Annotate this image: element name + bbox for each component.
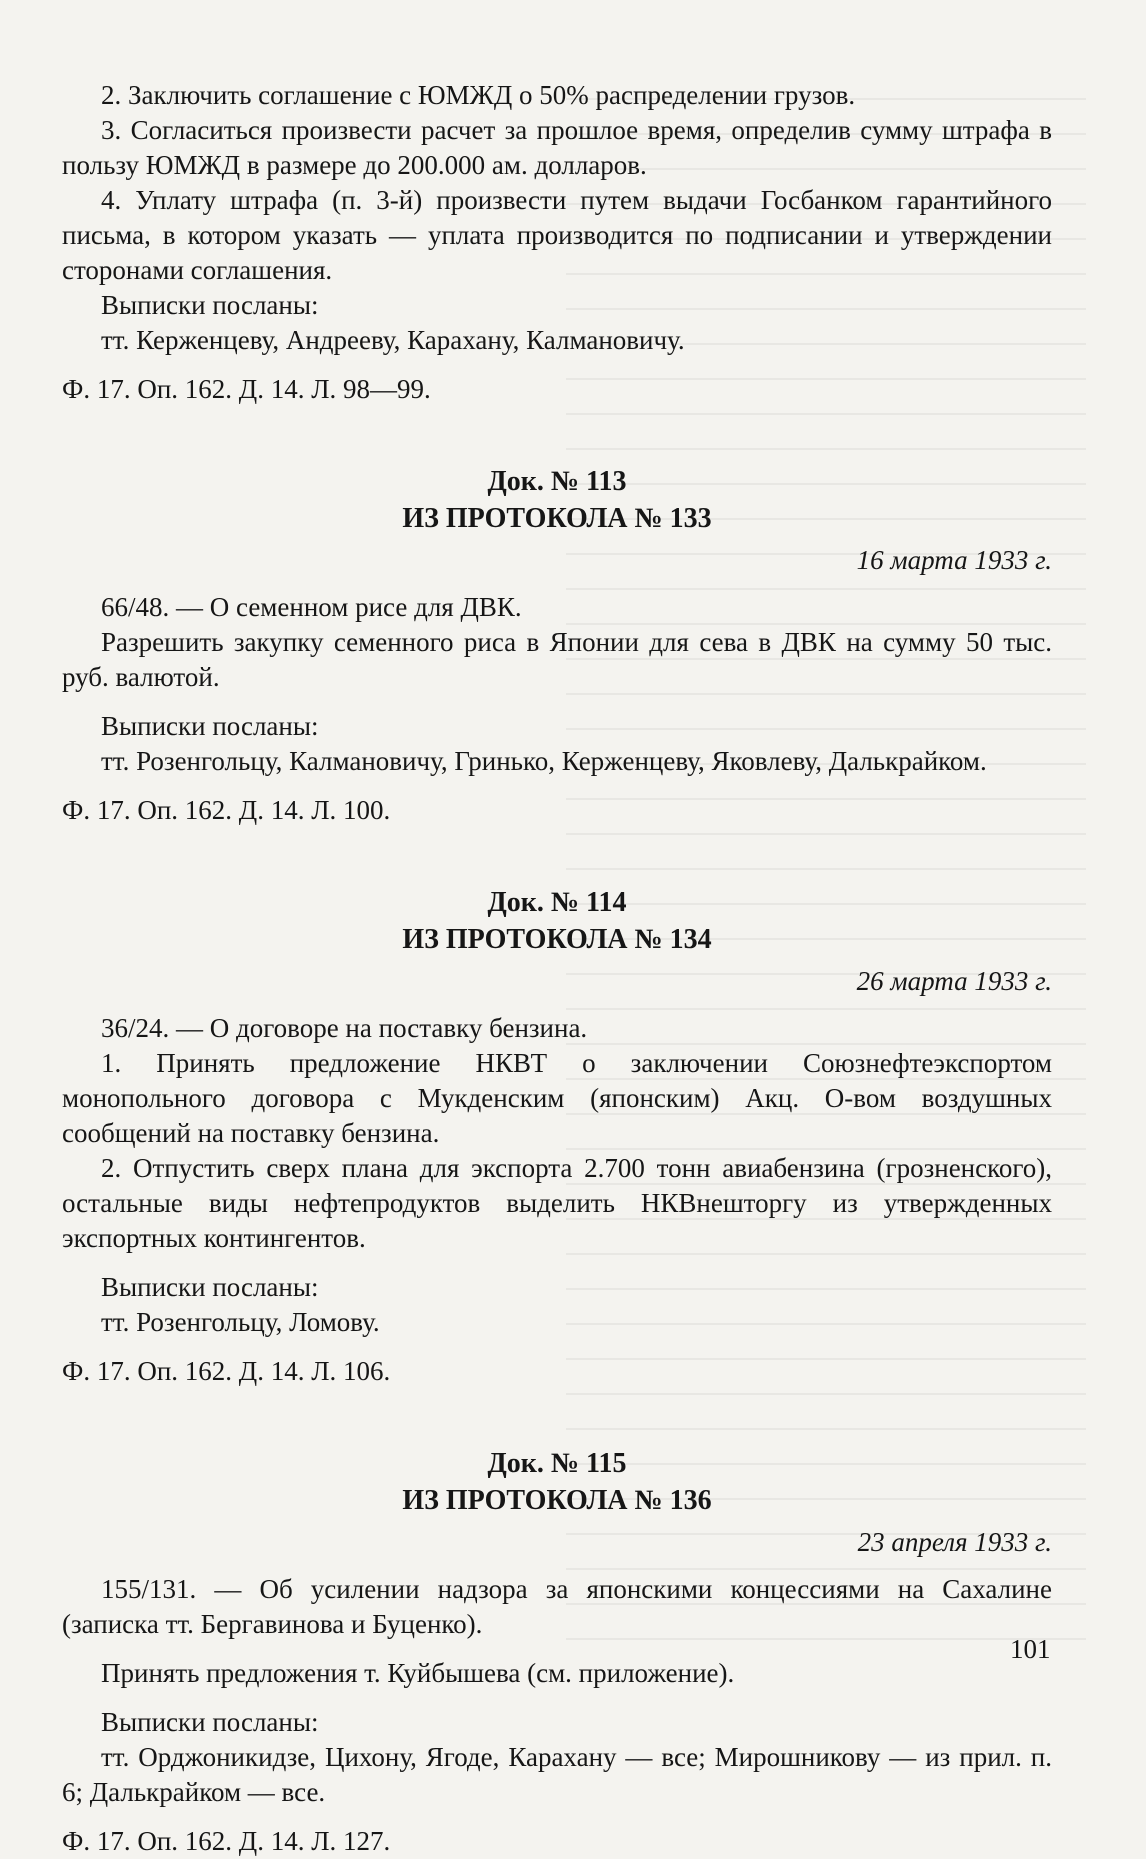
extracts-label: Выписки посланы: [101, 1707, 319, 1737]
point-1: 1. Принять предложение НКВТ о заключении Союзнефтеэкспортом монопольного договора с Мукденским (японским) Акц. О-вом воздушных сообщений на поставку бензина. [62, 1048, 1052, 1148]
recipients: тт. Розенгольцу, Ломову. [101, 1307, 380, 1337]
paragraph-item-4: 4. Уплату штрафа (п. 3-й) произвести путем выдачи Госбанком гарантийного письма, в котором указать — уплата производится по подписании и утверждении сторонами соглашения. [62, 185, 1052, 285]
recipients: тт. Орджоникидзе, Цихону, Ягоде, Карахану — все; Мирошникову — из прил. п. 6; Далькрайком — все. [62, 1742, 1052, 1807]
doc-title: ИЗ ПРОТОКОЛА № 133 [402, 503, 712, 534]
doc-115 [62, 1445, 1052, 1859]
point-2: 2. Отпустить сверх плана для экспорта 2.700 тонн авиабензина (грозненского), остальные виды нефтепродуктов выделить НКВнешторгу из утвержденных экспортных контингентов. [62, 1153, 1052, 1253]
doc-number: Док. № 113 [487, 466, 627, 497]
recipients: тт. Розенгольцу, Калмановичу, Гринько, Керженцеву, Яковлеву, Далькрайком. [101, 746, 987, 776]
doc-title: ИЗ ПРОТОКОЛА № 134 [402, 924, 712, 955]
decision: Принять предложения т. Куйбышева (см. приложение). [101, 1658, 735, 1688]
doc-title: ИЗ ПРОТОКОЛА № 136 [402, 1485, 712, 1516]
recipients: тт. Керженцеву, Андрееву, Карахану, Калмановичу. [101, 325, 685, 355]
archive-reference: Ф. 17. Оп. 162. Д. 14. Л. 106. [62, 1356, 391, 1386]
agenda-item: 155/131. — Об усилении надзора за японскими концессиями на Сахалине (записка тт. Бергавинова и Буценко). [62, 1574, 1052, 1639]
doc-date: 16 марта 1933 г. [856, 545, 1052, 575]
doc-113 [62, 463, 1052, 828]
block-continuation [62, 78, 1052, 407]
doc-number: Док. № 115 [487, 1448, 627, 1479]
doc-date: 23 апреля 1933 г. [857, 1527, 1052, 1557]
archive-reference: Ф. 17. Оп. 162. Д. 14. Л. 100. [62, 795, 391, 825]
extracts-label: Выписки посланы: [101, 1272, 319, 1302]
extracts-label: Выписки посланы: [101, 711, 319, 741]
document-page [62, 78, 1052, 1859]
archive-reference: Ф. 17. Оп. 162. Д. 14. Л. 98—99. [62, 374, 431, 404]
agenda-item: 66/48. — О семенном рисе для ДВК. [101, 592, 522, 622]
agenda-item: 36/24. — О договоре на поставку бензина. [101, 1013, 588, 1043]
extracts-label: Выписки посланы: [101, 290, 319, 320]
doc-date: 26 марта 1933 г. [856, 966, 1052, 996]
paragraph-item-3: 3. Согласиться произвести расчет за прошлое время, определив сумму штрафа в пользу ЮМЖД в размере до 200.000 ам. долларов. [62, 115, 1052, 180]
doc-number: Док. № 114 [487, 887, 627, 918]
page-number: 101 [1010, 1634, 1051, 1664]
archive-reference: Ф. 17. Оп. 162. Д. 14. Л. 127. [62, 1826, 391, 1856]
decision: Разрешить закупку семенного риса в Японии для сева в ДВК на сумму 50 тыс. руб. валютой. [62, 627, 1052, 692]
paragraph-item-2: 2. Заключить соглашение с ЮМЖД о 50% распределении грузов. [101, 80, 856, 110]
doc-114 [62, 884, 1052, 1389]
